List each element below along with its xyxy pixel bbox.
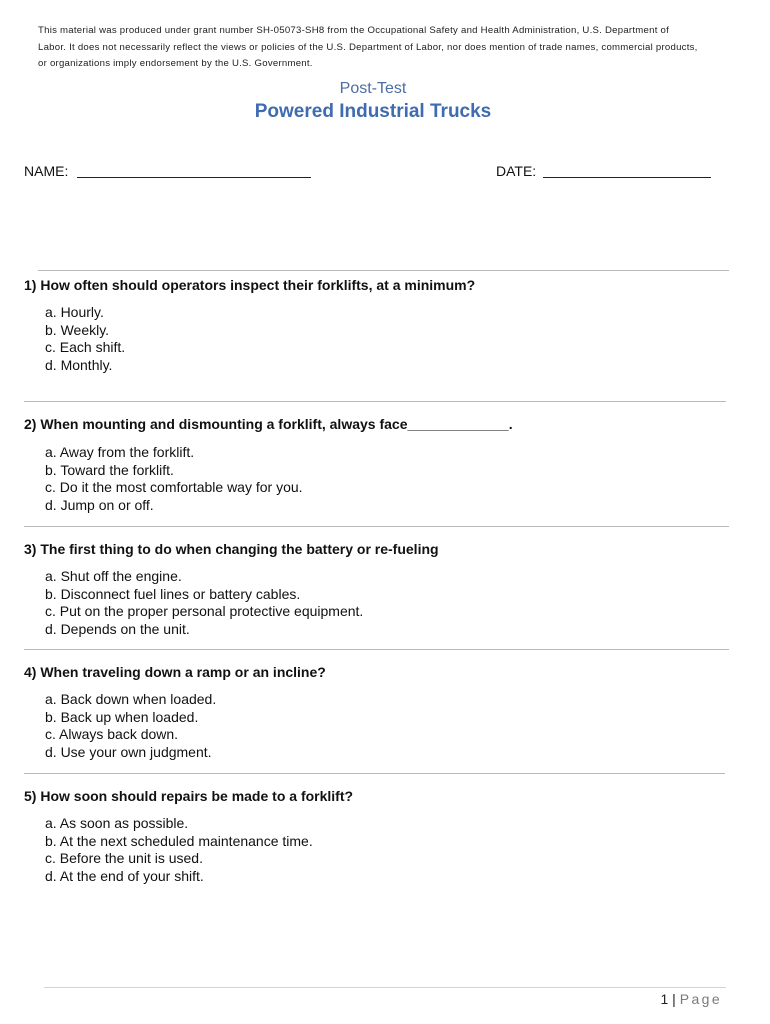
option-4c: c. Always back down. (45, 726, 179, 742)
page-label: Page (679, 991, 722, 1007)
question-divider (24, 401, 726, 402)
option-1b: b. Weekly. (45, 321, 110, 338)
name-blank-line (77, 177, 311, 178)
option-5c: c. Before the unit is used. (45, 850, 203, 866)
question-divider (24, 526, 729, 527)
option-2d: d. Jump on or off. (45, 496, 154, 513)
question-divider (24, 773, 725, 774)
option-5a: a. As soon as possible. (45, 815, 189, 831)
option-2b: b. Toward the forklift. (45, 461, 174, 478)
date-label: DATE: (496, 163, 537, 179)
page-number: 1 (660, 991, 669, 1007)
footer-divider (44, 987, 726, 988)
question-4: 4) When traveling down a ramp or an incline? (24, 664, 326, 680)
date-blank-line (543, 177, 711, 178)
option-1a: a. Hourly. (45, 304, 104, 320)
page-separator: | (672, 991, 676, 1007)
name-label: NAME: (24, 163, 69, 179)
option-4d: d. Use your own judgment. (45, 743, 212, 760)
option-3c: c. Put on the proper personal protective equipment. (45, 603, 364, 619)
question-divider (24, 649, 729, 650)
option-4a: a. Back down when loaded. (45, 691, 217, 707)
option-1d: d. Monthly. (45, 356, 113, 373)
question-2-options (45, 444, 303, 514)
question-4-options (45, 691, 216, 761)
question-2: 2) When mounting and dismounting a forklift, always face_____________. (24, 416, 513, 432)
question-3-options (45, 568, 363, 638)
question-divider (38, 270, 729, 271)
option-2a: a. Away from the forklift. (45, 444, 195, 460)
option-4b: b. Back up when loaded. (45, 708, 199, 725)
question-3: 3) The first thing to do when changing the battery or re-fueling (24, 541, 439, 557)
question-1-options (45, 304, 125, 374)
option-3a: a. Shut off the engine. (45, 568, 182, 584)
option-2c: c. Do it the most comfortable way for you. (45, 479, 303, 495)
option-5b: b. At the next scheduled maintenance time. (45, 832, 313, 849)
option-1c: c. Each shift. (45, 339, 126, 355)
question-1: 1) How often should operators inspect their forklifts, at a minimum? (24, 277, 476, 293)
page-footer (660, 991, 722, 1007)
grant-disclaimer: This material was produced under grant number SH-05073-SH8 from the Occupational Safety and Health Administration, U.S. Department of Labor. It does not necessarily reflect the views or policies of the U.S. Department of Labor, nor does mention of trade names, commercial products, or organizations imply endorsement by the U.S. Government. (38, 25, 698, 69)
option-3d: d. Depends on the unit. (45, 620, 190, 637)
option-5d: d. At the end of your shift. (45, 867, 204, 884)
question-5: 5) How soon should repairs be made to a forklift? (24, 788, 354, 804)
option-3b: b. Disconnect fuel lines or battery cables. (45, 585, 301, 602)
page-subtitle: Post-Test (339, 80, 407, 97)
page-title: Powered Industrial Trucks (254, 101, 492, 122)
question-5-options (45, 815, 313, 885)
